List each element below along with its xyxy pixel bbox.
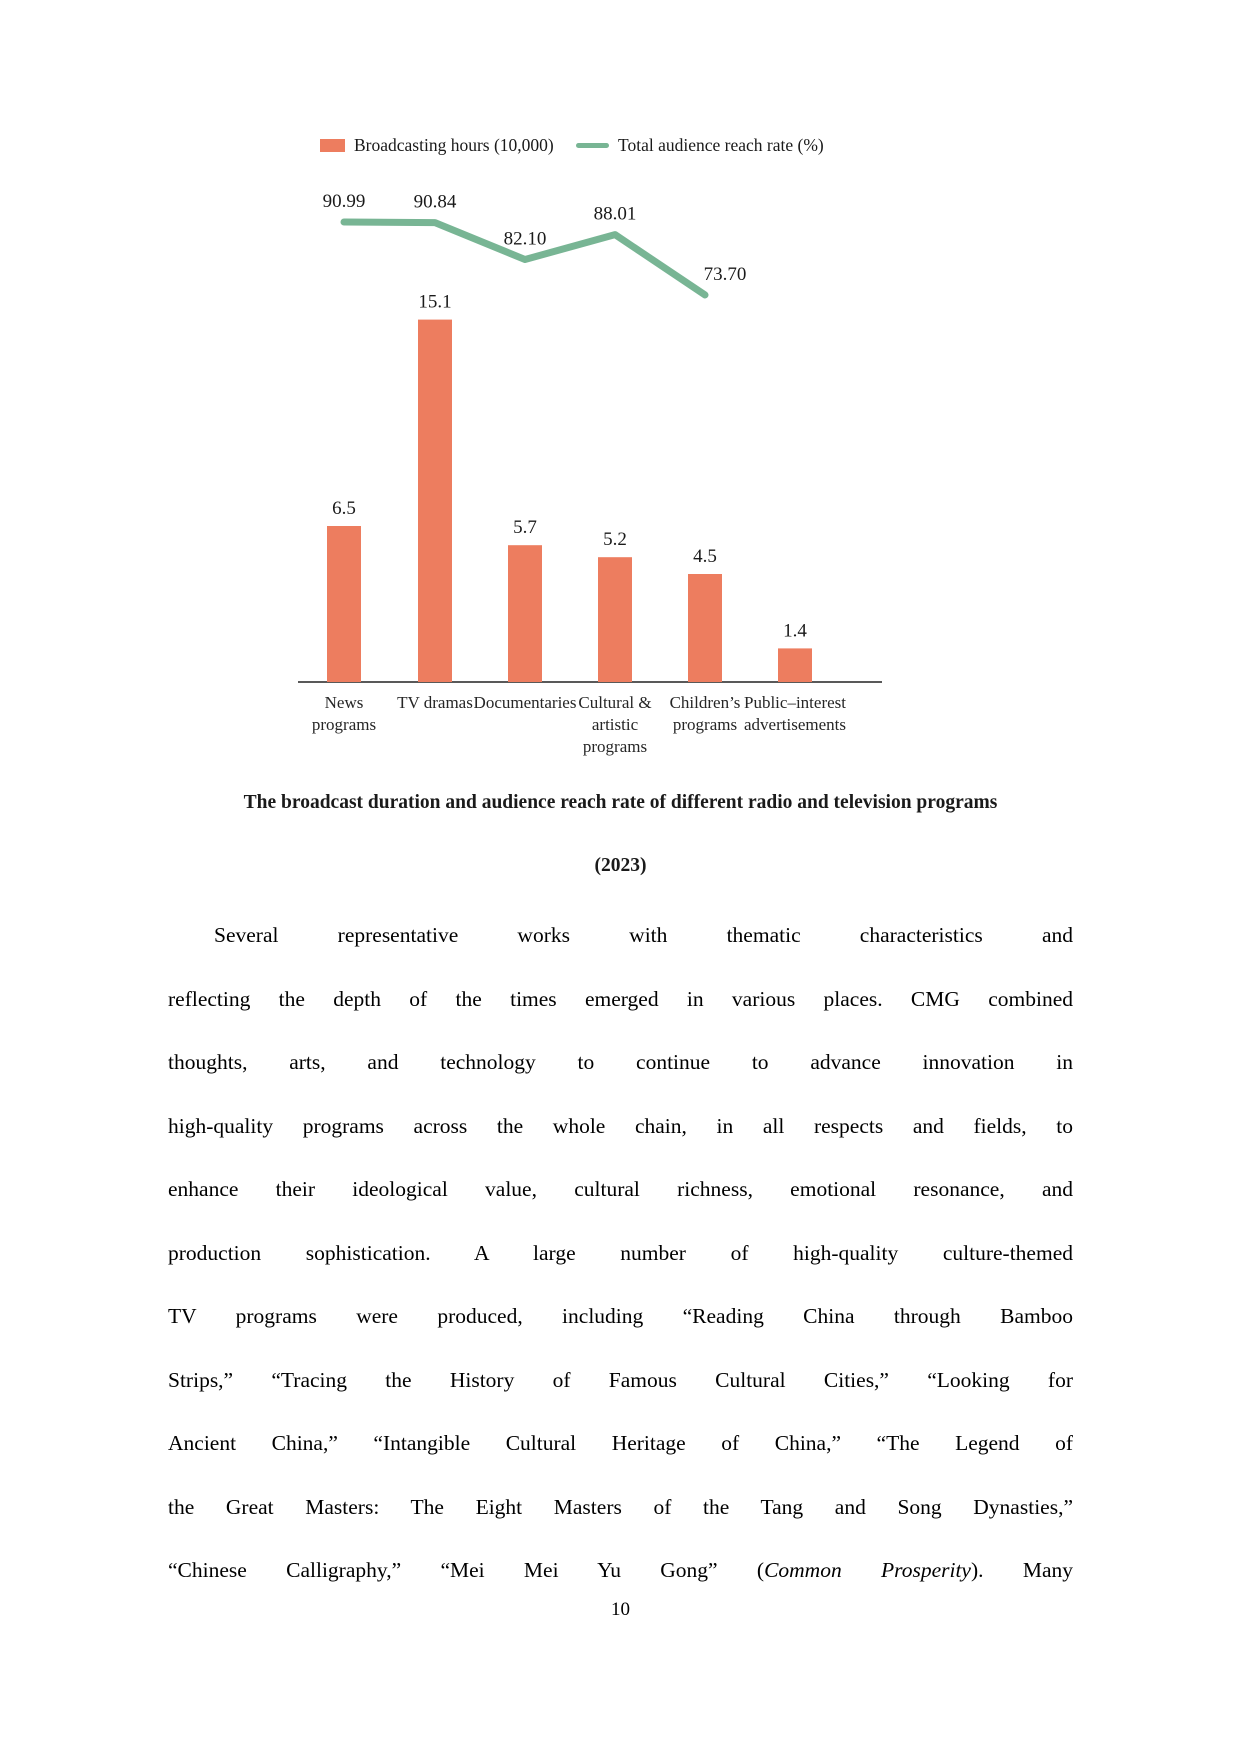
body-line: the Great Masters: The Eight Masters of the Tang and Song Dynasties,”	[168, 1494, 1073, 1519]
line-point-label: 82.10	[503, 228, 547, 250]
bar	[508, 545, 542, 682]
body-line: Strips,” “Tracing the History of Famous Cultural Cities,” “Looking for	[168, 1367, 1073, 1392]
body-line: enhance their ideological value, cultural richness, emotional resonance, and	[168, 1177, 1073, 1201]
figure-caption-year: (2023)	[594, 855, 647, 876]
line-point-label: 73.70	[703, 263, 747, 285]
x-axis-labels	[280, 692, 920, 772]
bar-value-label: 5.7	[513, 517, 537, 539]
body-line: TV programs were produced, including “Reading China through Bamboo	[168, 1304, 1073, 1328]
category-label: News programs	[311, 693, 377, 734]
page-number: 10	[611, 1599, 630, 1620]
category-label: Cultural & artistic programs	[578, 693, 652, 756]
body-line: reflecting the depth of the times emerged in various places. CMG combined	[168, 986, 1073, 1011]
bar	[778, 648, 812, 682]
body-line-last	[168, 1539, 1073, 1603]
bar-value-label: 1.4	[783, 620, 807, 642]
body-line-last-italic: Common Prosperity	[764, 1558, 971, 1582]
body-line-last-post: ). Many	[970, 1558, 1073, 1582]
body-line: high-quality programs across the whole chain, in all respects and fields, to	[168, 1113, 1073, 1138]
bar	[327, 526, 361, 682]
body-line: Ancient China,” “Intangible Cultural Heritage of China,” “The Legend of	[168, 1431, 1073, 1455]
bar-value-label: 4.5	[693, 546, 717, 567]
body-line: production sophistication. A large number of high-quality culture-themed	[168, 1240, 1073, 1265]
bar	[418, 320, 452, 682]
body-paragraph	[168, 904, 1073, 1603]
bar-value-label: 15.1	[418, 291, 452, 313]
category-label: Children’s programs	[669, 693, 741, 734]
line-point-label: 88.01	[593, 203, 637, 225]
category-label: Public–interest advertisements	[744, 693, 846, 734]
body-line: Several representative works with thematic characteristics and	[214, 923, 1073, 947]
body-line: thoughts, arts, and technology to continue to advance innovation in	[168, 1050, 1073, 1074]
category-label: TV dramas	[397, 693, 473, 712]
bar	[598, 557, 632, 682]
figure-caption-title: The broadcast duration and audience reach rate of different radio and television programs	[243, 792, 998, 813]
body-line-last-pre: “Chinese Calligraphy,” “Mei Mei Yu Gong” (	[168, 1558, 765, 1582]
legend-label-broadcasting-hours: Broadcasting hours (10,000)	[354, 134, 554, 155]
category-label: Documentaries	[473, 693, 577, 712]
bar-value-label: 5.2	[603, 529, 627, 551]
bar-value-label: 6.5	[332, 498, 356, 519]
line-point-label: 90.99	[322, 191, 366, 212]
bar	[688, 574, 722, 682]
legend-label-audience-reach: Total audience reach rate (%)	[618, 134, 824, 155]
line-point-label: 90.84	[413, 191, 457, 213]
combo-chart	[280, 120, 920, 720]
